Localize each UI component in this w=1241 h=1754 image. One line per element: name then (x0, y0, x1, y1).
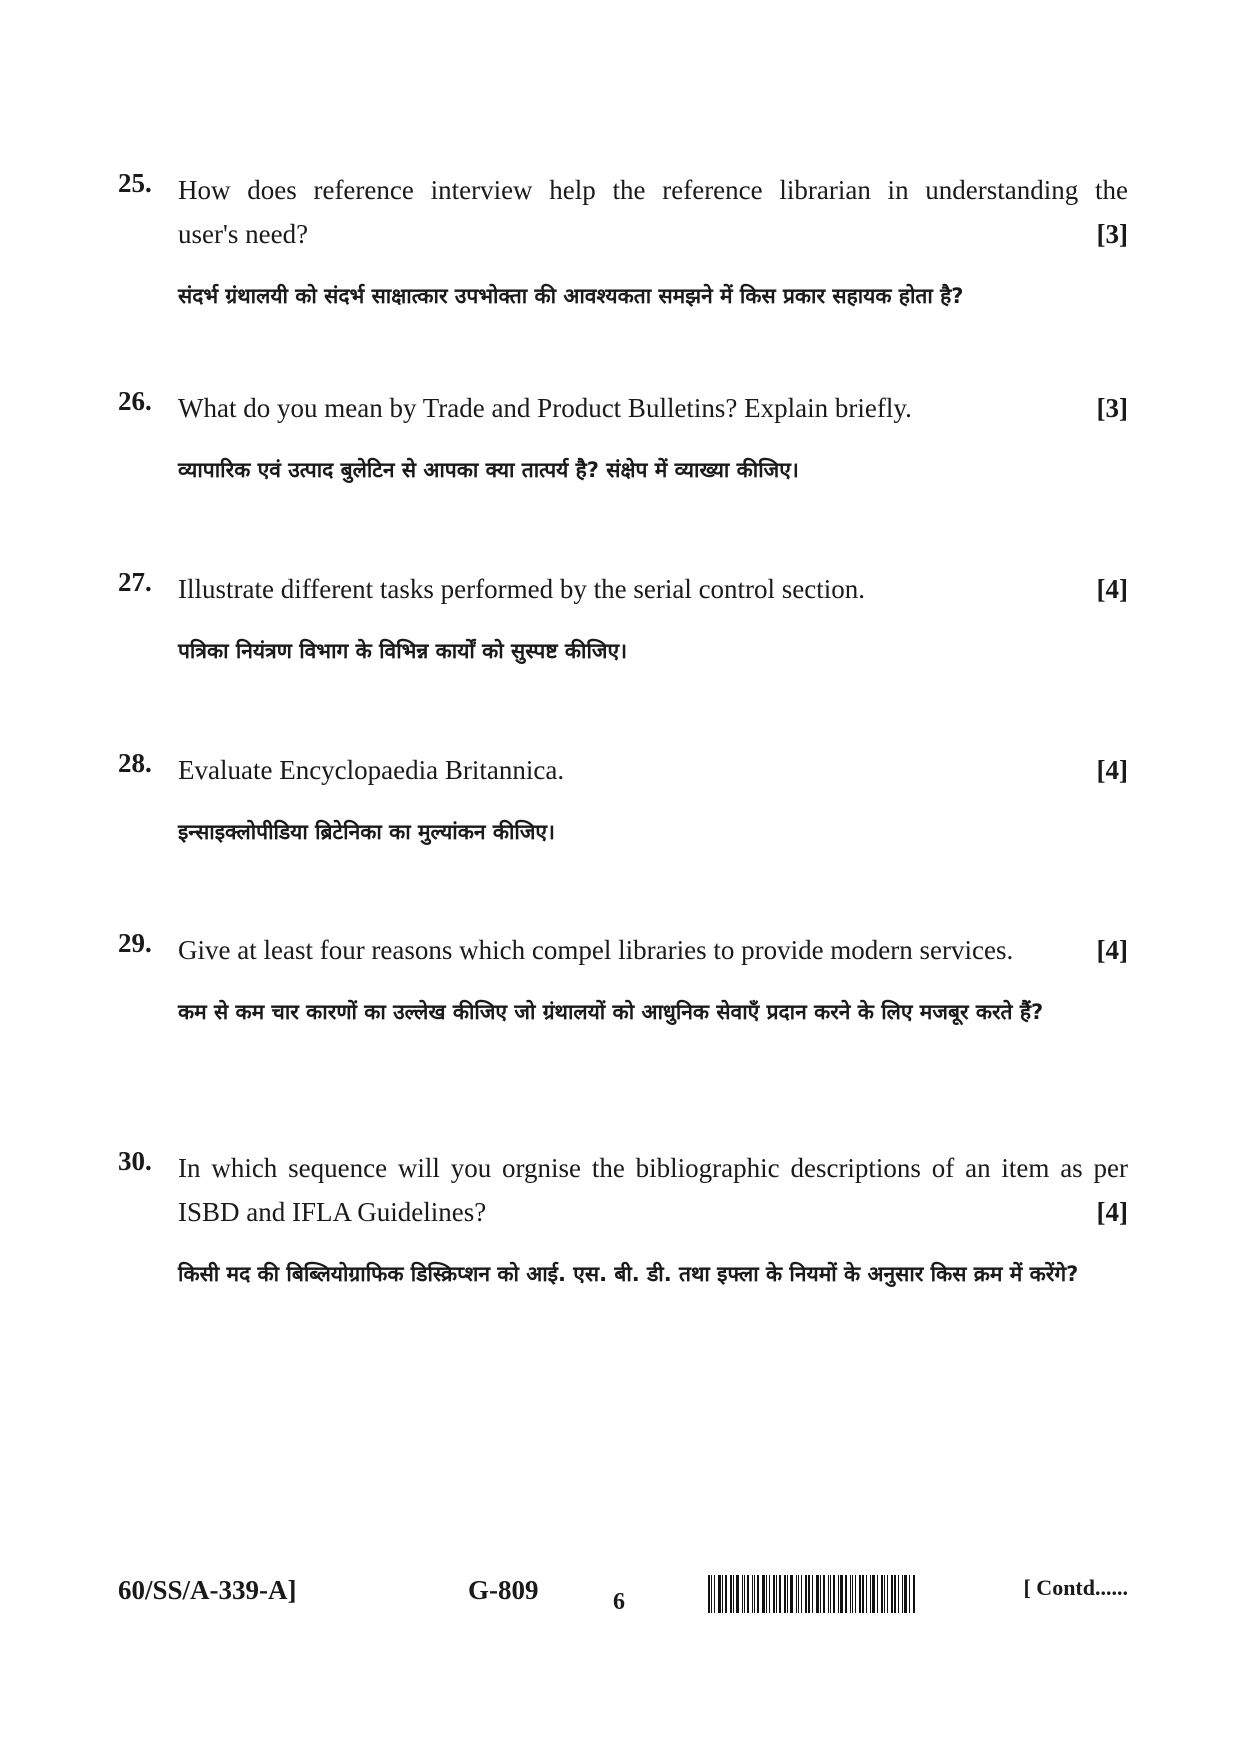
barcode-bar (754, 1575, 755, 1613)
barcode-bar (870, 1575, 871, 1613)
paper-code: 60/SS/A-339-A] (118, 1575, 297, 1605)
question-text-en (178, 567, 1128, 611)
question-text-en (178, 1146, 1128, 1234)
barcode-bar (887, 1575, 888, 1613)
barcode-bar (722, 1575, 723, 1613)
question-26 (118, 386, 1128, 492)
question-number: 25. (118, 168, 152, 198)
barcode-bar (744, 1575, 745, 1613)
barcode-bar (718, 1575, 721, 1613)
barcode-bar (820, 1575, 821, 1613)
barcode-bar (796, 1575, 797, 1613)
question-text-hi: इन्साइक्लोपीडिया ब्रिटेनिका का मुल्यांकन कीजिए। (178, 820, 556, 844)
barcode-bar (747, 1575, 749, 1613)
barcode-bar (730, 1575, 732, 1613)
barcode-bar (909, 1575, 910, 1613)
barcode-bar (823, 1575, 825, 1613)
barcode-bar (850, 1575, 851, 1613)
question-30 (118, 1146, 1128, 1296)
barcode-bar (852, 1575, 853, 1613)
barcode-bar (881, 1575, 883, 1613)
barcode-bar (714, 1575, 715, 1613)
marks: [4] (1096, 755, 1128, 785)
question-25 (118, 168, 1128, 318)
barcode-bar (833, 1575, 835, 1613)
marks: [4] (1096, 1197, 1128, 1227)
question-line: Give at least four reasons which compel libraries to provide modern services. (178, 935, 1014, 965)
question-line: How does reference interview help the reference librarian in understanding the (178, 175, 1128, 205)
barcode-bar (838, 1575, 839, 1613)
barcode-bar (725, 1575, 727, 1613)
marks: [3] (1096, 219, 1128, 249)
barcode-bar (708, 1575, 710, 1613)
barcode-bar (840, 1575, 843, 1613)
barcode (708, 1575, 960, 1613)
question-27 (118, 567, 1128, 673)
question-number: 28. (118, 748, 152, 778)
marks: [3] (1096, 393, 1128, 423)
question-text-en (178, 748, 1128, 792)
question-29 (118, 928, 1128, 1034)
marks: [4] (1096, 574, 1128, 604)
barcode-bar (877, 1575, 878, 1613)
barcode-bar (790, 1575, 793, 1613)
question-line: Evaluate Encyclopaedia Britannica. (178, 755, 565, 785)
barcode-bar (830, 1575, 831, 1613)
question-text-hi: संदर्भ ग्रंथालयी को संदर्भ साक्षात्कार उपभोक्ता की आवश्यकता समझने में किस प्रकार सहायक होता है? (178, 284, 964, 308)
barcode-bar (913, 1575, 915, 1613)
question-number: 27. (118, 567, 152, 597)
question-line: What do you mean by Trade and Product Bulletins? Explain briefly. (178, 393, 912, 423)
barcode-bar (805, 1575, 807, 1613)
barcode-bar (752, 1575, 753, 1613)
barcode-bar (779, 1575, 781, 1613)
contd-label: [ Contd...... (1023, 1575, 1128, 1600)
page-number: 6 (613, 1589, 625, 1615)
question-text-hi: पत्रिका नियंत्रण विभाग के विभिन्न कार्यों को सुस्पष्ट कीजिए। (178, 639, 628, 663)
barcode-bar (894, 1575, 896, 1613)
barcode-bar (762, 1575, 765, 1613)
barcode-bar (902, 1575, 903, 1613)
barcode-bar (769, 1575, 770, 1613)
barcode-bar (798, 1575, 799, 1613)
barcode-bar (757, 1575, 759, 1613)
barcode-bar (855, 1575, 856, 1613)
question-line: ISBD and IFLA Guidelines? (178, 1197, 487, 1227)
barcode-bar (891, 1575, 893, 1613)
question-text-en (178, 168, 1128, 256)
question-28 (118, 748, 1128, 854)
barcode-bar (816, 1575, 819, 1613)
question-line: Illustrate different tasks performed by the serial control section. (178, 574, 866, 604)
barcode-bar (787, 1575, 788, 1613)
question-text-hi: किसी मद की बिब्लियोग्राफिक डिस्क्रिप्शन को आई. एस. बी. डी. तथा इफ्ला के नियमों के अनुसार किस क्रम में करेंगे? (178, 1262, 1079, 1286)
barcode-bar (866, 1575, 867, 1613)
series-code: G-809 (468, 1575, 539, 1605)
barcode-bar (773, 1575, 775, 1613)
barcode-bar (862, 1575, 864, 1613)
question-text-hi: कम से कम चार कारणों का उल्लेख कीजिए जो ग्रंथालयों को आधुनिक सेवाएँ प्रदान करने के लिए मजबूर करते हैं? (178, 1000, 1044, 1024)
barcode-bar (742, 1575, 743, 1613)
question-line: user's need? (178, 219, 309, 249)
question-number: 26. (118, 386, 152, 416)
question-text-en (178, 386, 1128, 430)
barcode-bar (736, 1575, 739, 1613)
barcode-bar (784, 1575, 786, 1613)
question-line: In which sequence will you orgnise the bibliographic descriptions of an item as per (178, 1153, 1128, 1183)
question-number: 30. (118, 1146, 152, 1176)
barcode-bar (801, 1575, 802, 1613)
barcode-bar (733, 1575, 734, 1613)
question-text-en (178, 928, 1128, 972)
barcode-bar (898, 1575, 899, 1613)
question-number: 29. (118, 928, 152, 958)
barcode-bar (845, 1575, 847, 1613)
barcode-bar (904, 1575, 907, 1613)
marks: [4] (1096, 935, 1128, 965)
barcode-bar (884, 1575, 885, 1613)
question-text-hi: व्यापारिक एवं उत्पाद बुलेटिन से आपका क्या तात्पर्य है? संक्षेप में व्याख्या कीजिए। (178, 458, 799, 482)
barcode-bar (808, 1575, 810, 1613)
barcode-bar (872, 1575, 875, 1613)
barcode-bar (766, 1575, 767, 1613)
barcode-bar (776, 1575, 777, 1613)
barcode-bar (828, 1575, 829, 1613)
barcode-bar (859, 1575, 861, 1613)
barcode-bar (812, 1575, 813, 1613)
barcode-bar (711, 1575, 712, 1613)
page-footer (118, 1575, 1128, 1635)
